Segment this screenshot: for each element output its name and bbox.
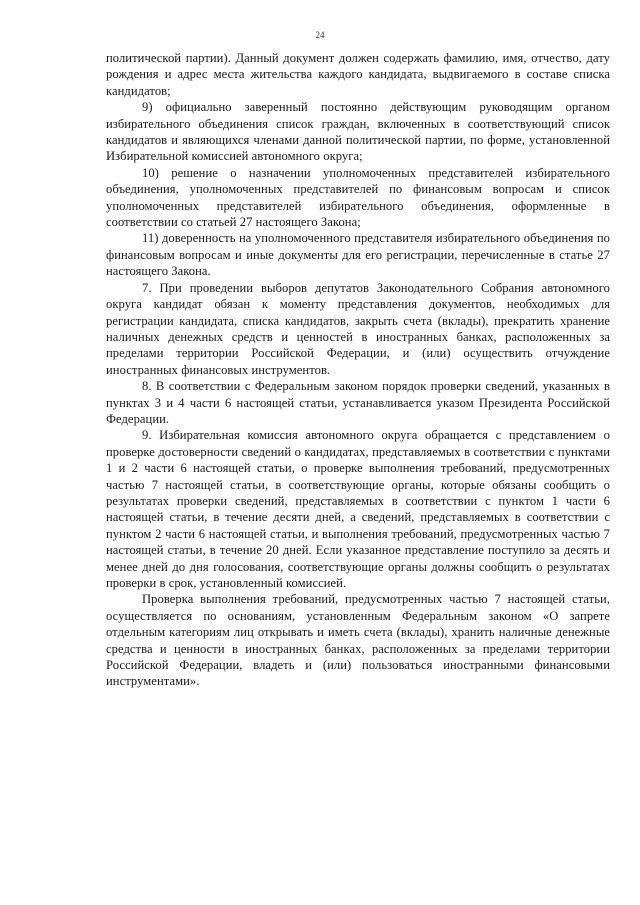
paragraph-item-9: 9) официально заверенный постоянно действующим руководящим органом избирательного объединения список граждан, включенных в соответствующий список кандидатов и являющихся членами данной политической партии, по форме, установленной Избирательной комиссией автономного округа; — [106, 100, 610, 164]
paragraph-part-7: 7. При проведении выборов депутатов Законодательного Собрания автономного округа кандидат обязан к моменту представления документов, необходимых для регистрации кандидата, списка кандидатов, закрыть счета (вклады), прекратить хранение наличных денежных средств и ценностей в иностранных банках, расположенных за пределами территории Российской Федерации, и (или) осуществить отчуждение иностранных финансовых инструментов. — [106, 280, 610, 377]
paragraph-continuation: политической партии). Данный документ должен содержать фамилию, имя, отчество, дату рождения и адрес места жительства каждого кандидата, выдвигаемого в составе списка кандидатов; — [106, 51, 610, 98]
paragraph-item-10: 10) решение о назначении уполномоченных представителей избирательного объединения, уполномоченных представителей по финансовым вопросам и список уполномоченных представителей избирательного объединения, оформленные в соответствии со статьей 27 настоящего Закона; — [106, 165, 610, 230]
paragraph-item-11: 11) доверенность на уполномоченного представителя избирательного объединения по финансовым вопросам и иные документы для его регистрации, перечисленные в статье 27 настоящего Закона. — [106, 231, 610, 279]
paragraph-part-9: 9. Избирательная комиссия автономного округа обращается с представлением о проверке достоверности сведений о кандидатах, представляемых в соответствии с пунктами 1 и 2 части 6 настоящей статьи, о проверке выполнения требований, предусмотренных частью 7 настоящей статьи, в соответствующие органы, которые обязаны сообщить о результатах проверки сведений, представляемых в соответствии с пунктом 1 части 6 настоящей статьи, в течение десяти дней, а сведений, представляемых в соответствии с пунктом 2 части 6 настоящей статьи, и выполнения требований, предусмотренных частью 7 настоящей статьи, в течение 20 дней. Если указанное представление поступило за десять и менее дней до дня голосования, соответствующие органы должны сообщить о результатах проверки в срок, установленный комиссией. — [106, 428, 610, 590]
page-number: 24 — [315, 30, 325, 40]
document-body — [106, 50, 610, 690]
paragraph-part-8: 8. В соответствии с Федеральным законом порядок проверки сведений, указанных в пунктах 3 и 4 части 6 настоящей статьи, устанавливается указом Президента Российской Федерации. — [106, 379, 610, 426]
paragraph-part-9-verification: Проверка выполнения требований, предусмотренных частью 7 настоящей статьи, осуществляется по основаниям, установленным Федеральным законом «О запрете отдельным категориям лиц открывать и иметь счета (вклады), хранить наличные денежные средства и ценности в иностранных банках, расположенных за пределами территории Российской Федерации, владеть и (или) пользоваться иностранными финансовыми инструментами». — [106, 592, 610, 689]
